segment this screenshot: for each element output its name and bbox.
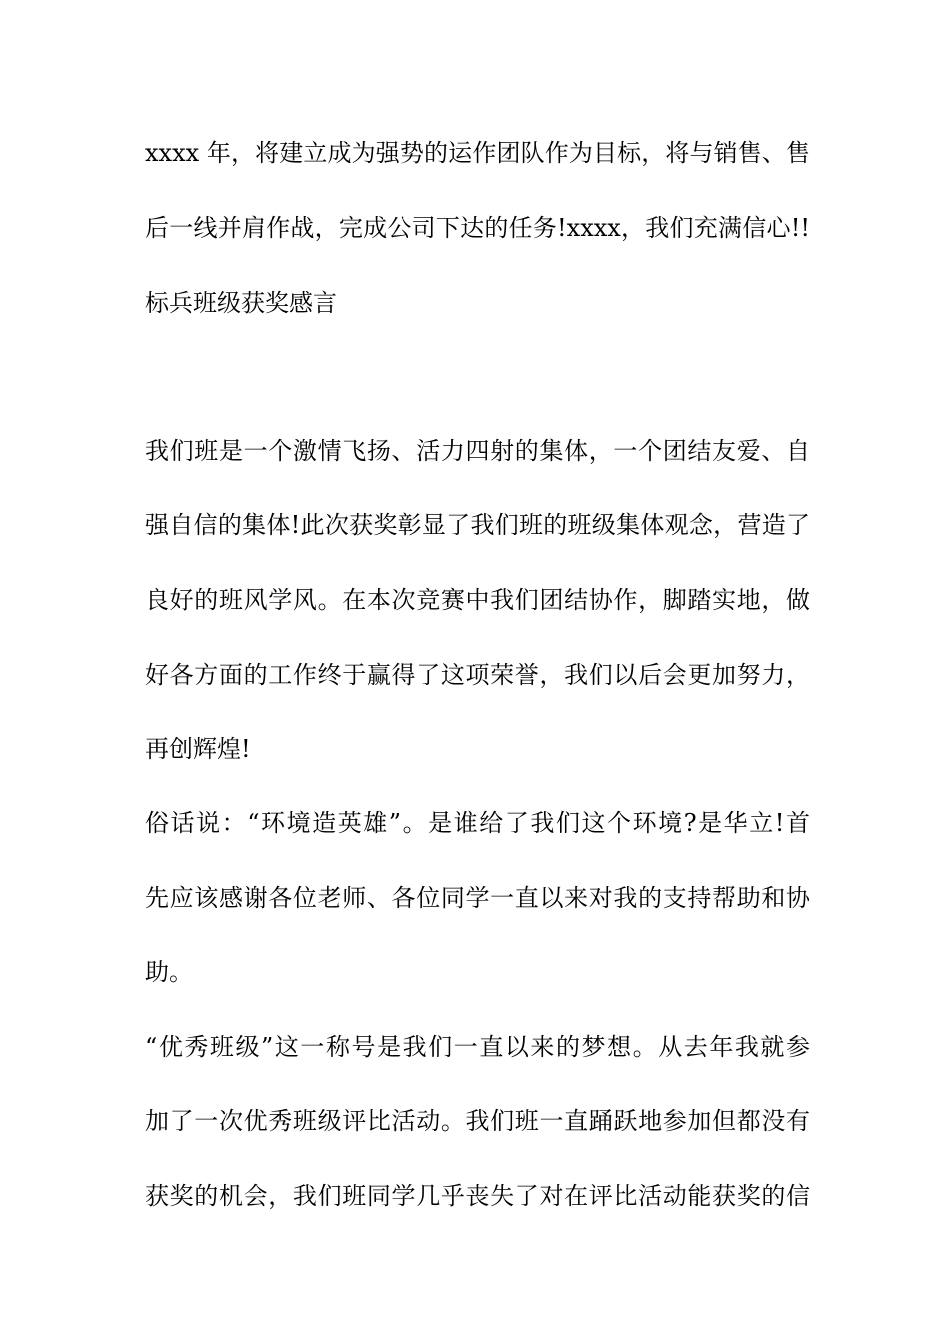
section-heading: 标兵班级获奖感言: [145, 289, 337, 317]
paragraph-line: 后一线并肩作战，完成公司下达的任务!xxxx，我们充满信心!!: [145, 214, 810, 242]
paragraph-line: 强自信的集体!此次获奖彰显了我们班的班级集体观念，营造了: [145, 511, 810, 539]
paragraph-line: 加了一次优秀班级评比活动。我们班一直踊跃地参加但都没有: [145, 1107, 810, 1135]
paragraph-line: 好各方面的工作终于赢得了这项荣誉，我们以后会更加努力，: [145, 661, 810, 689]
paragraph-line: 再创辉煌!: [145, 735, 251, 763]
paragraph-line: 俗话说：“环境造英雄”。是谁给了我们这个环境?是华立!首: [145, 809, 810, 837]
paragraph-line: 获奖的机会，我们班同学几乎丧失了对在评比活动能获奖的信: [145, 1182, 810, 1210]
paragraph-line: 先应该感谢各位老师、各位同学一直以来对我的支持帮助和协: [145, 884, 810, 912]
paragraph-line: 我们班是一个激情飞扬、活力四射的集体，一个团结友爱、自: [145, 437, 810, 465]
paragraph-line: xxxx 年，将建立成为强势的运作团队作为目标，将与销售、售: [145, 139, 810, 167]
paragraph-line: “优秀班级”这一称号是我们一直以来的梦想。从去年我就参: [145, 1033, 810, 1061]
paragraph-line: 良好的班风学风。在本次竞赛中我们团结协作，脚踏实地，做: [145, 586, 810, 614]
paragraph-line: 助。: [145, 958, 193, 986]
